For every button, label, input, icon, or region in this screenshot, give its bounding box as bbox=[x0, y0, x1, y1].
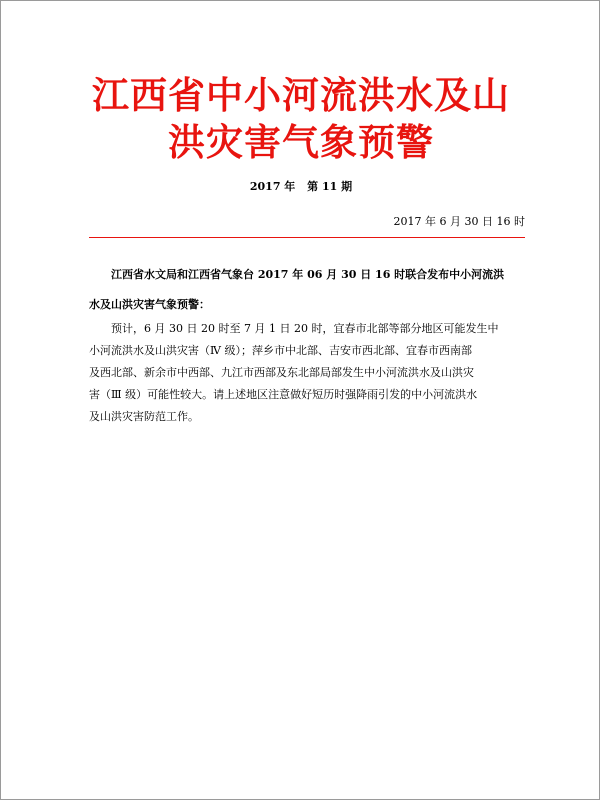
forecast-line: 害（Ⅲ 级）可能性较大。请上述地区注意做好短历时强降雨引发的中小河流洪水 bbox=[89, 388, 478, 401]
document-title-line-1: 江西省中小河流洪水及山 bbox=[92, 73, 510, 117]
intro-line: 江西省水文局和江西省气象台 2017 年 06 月 30 日 16 时联合发布中小河流洪 bbox=[111, 268, 505, 281]
issue-info bbox=[1, 178, 600, 194]
issue-number: 第 11 期 bbox=[307, 180, 353, 193]
forecast-line: 及西北部、新余市中西部、九江市西部及东北部局部发生中小河流洪水及山洪灾 bbox=[89, 366, 474, 379]
forecast-paragraph bbox=[89, 318, 529, 428]
forecast-line: 及山洪灾害防范工作。 bbox=[89, 410, 199, 423]
intro-line: 水及山洪灾害气象预警： bbox=[89, 298, 210, 311]
forecast-line: 小河流洪水及山洪灾害（Ⅳ 级）；萍乡市中北部、吉安市西北部、宜春市西南部 bbox=[89, 344, 472, 357]
forecast-line: 预计，6 月 30 日 20 时至 7 月 1 日 20 时，宜春市北部等部分地区可能发生中 bbox=[111, 322, 499, 335]
issue-date: 2017 年 6 月 30 日 16 时 bbox=[393, 215, 525, 228]
intro-paragraph bbox=[89, 260, 529, 320]
document-title-line-2: 洪灾害气象预警 bbox=[168, 120, 434, 164]
issue-year: 2017 年 bbox=[249, 180, 296, 193]
red-divider bbox=[89, 237, 525, 238]
